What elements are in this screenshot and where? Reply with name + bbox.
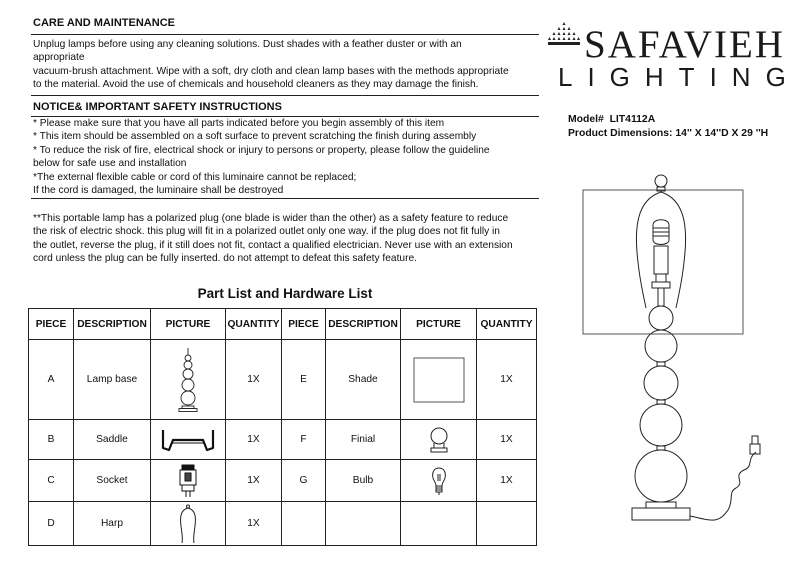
col-header: QUANTITY — [477, 309, 537, 340]
picture-cell — [401, 502, 477, 546]
table-row — [29, 502, 537, 546]
picture-cell — [151, 502, 226, 546]
piece-cell: D — [29, 502, 74, 546]
care-line: vacuum-brush attachment. Wipe with a soft, dry cloth and clean lamp bases with the methods appropriate — [33, 65, 509, 77]
saddle-icon — [159, 426, 217, 454]
qty-cell: 1X — [226, 420, 282, 460]
table-row — [29, 340, 537, 420]
desc-cell: Bulb — [326, 460, 401, 502]
picture-cell — [401, 420, 477, 460]
safety-title: NOTICE& IMPORTANT SAFETY INSTRUCTIONS — [33, 101, 282, 113]
plug-text — [33, 212, 513, 266]
col-header: PIECE — [29, 309, 74, 340]
picture-cell — [151, 420, 226, 460]
parts-header-row — [29, 309, 537, 340]
shade-icon — [411, 355, 467, 405]
lamp-sphere — [644, 366, 678, 400]
col-header: DESCRIPTION — [74, 309, 151, 340]
care-line: appropriate — [33, 52, 85, 64]
model-number: LIT4112A — [609, 114, 656, 125]
model-label: Model# — [568, 114, 604, 125]
safety-line: *The external flexible cable or cord of this luminaire cannot be replaced; — [33, 171, 357, 183]
picture-cell — [401, 460, 477, 502]
qty-cell: 1X — [226, 340, 282, 420]
lamp-socket — [654, 246, 668, 274]
picture-cell — [401, 340, 477, 420]
care-line: Unplug lamps before using any cleaning solutions. Dust shades with a feather duster or with an — [33, 39, 462, 50]
qty-cell: 1X — [226, 502, 282, 546]
desc-cell: Finial — [326, 420, 401, 460]
lamp-harp-right — [661, 192, 686, 308]
col-header: QUANTITY — [226, 309, 282, 340]
harp-icon — [175, 504, 201, 544]
col-header: PICTURE — [151, 309, 226, 340]
picture-cell — [151, 460, 226, 502]
safety-line: * Please make sure that you have all parts indicated before you begin assembly of this item — [33, 118, 445, 129]
lamp-sphere — [640, 404, 682, 446]
care-line: to the material. Avoid the use of chemicals and household cleaners as they may damage the finish. — [33, 79, 479, 91]
socket-icon — [177, 464, 199, 498]
dimensions-value: 14'' X 14''D X 29 ''H — [675, 128, 769, 139]
safety-line: * To reduce the risk of fire, electrical shock or injury to persons or property, please follow the guideline — [33, 144, 490, 156]
finial-icon — [427, 425, 451, 455]
plug-line: **This portable lamp has a polarized plug (one blade is wider than the other) as a safety feature to reduce — [33, 213, 509, 224]
picture-cell — [151, 340, 226, 420]
brand-subtitle: LIGHTING — [558, 62, 801, 92]
plug-line: the risk of electric shock. this plug will fit in a polarized outlet only one way. if the plug does not fit fully in — [33, 226, 500, 238]
care-title: CARE AND MAINTENANCE — [33, 17, 175, 29]
dimensions-label: Product Dimensions: — [568, 128, 673, 139]
plug-line: the outlet, reverse the plug, if it still does not fit, contact a qualified electrician. Never use with an extension — [33, 239, 513, 251]
desc-cell — [326, 502, 401, 546]
lamp-illustration — [560, 170, 800, 550]
table-row — [29, 460, 537, 502]
qty-cell: 1X — [477, 340, 537, 420]
piece-cell: B — [29, 420, 74, 460]
lamp-sphere — [645, 330, 677, 362]
col-header: PIECE — [282, 309, 326, 340]
safety-line: below for safe use and installation — [33, 158, 187, 170]
lamp-base-icon — [173, 347, 203, 413]
parts-title: Part List and Hardware List — [197, 286, 373, 301]
lamp-shade-outline — [583, 190, 743, 334]
piece-cell: G — [282, 460, 326, 502]
logo-mark-icon — [548, 22, 580, 54]
care-bottom-rule — [31, 95, 539, 96]
qty-cell: 1X — [477, 420, 537, 460]
brand-name: SAFAVIEH — [584, 23, 785, 66]
lamp-sphere — [649, 306, 673, 330]
lamp-harp-left — [636, 192, 661, 308]
lamp-sphere — [635, 450, 687, 502]
bulb-icon — [430, 466, 448, 496]
qty-cell: 1X — [477, 460, 537, 502]
safety-line: * This item should be assembled on a soft surface to prevent scratching the finish during assembly — [33, 131, 477, 143]
lamp-base-plate — [632, 508, 690, 520]
col-header: PICTURE — [401, 309, 477, 340]
col-header: DESCRIPTION — [326, 309, 401, 340]
model-line — [568, 114, 655, 125]
desc-cell: Harp — [74, 502, 151, 546]
safety-line: If the cord is damaged, the luminaire shall be destroyed — [33, 185, 284, 197]
lamp-finial — [655, 175, 667, 187]
piece-cell — [282, 502, 326, 546]
desc-cell: Lamp base — [74, 340, 151, 420]
piece-cell: C — [29, 460, 74, 502]
dimensions-line — [568, 128, 768, 139]
qty-cell — [477, 502, 537, 546]
desc-cell: Shade — [326, 340, 401, 420]
piece-cell: E — [282, 340, 326, 420]
table-row — [29, 420, 537, 460]
safety-bottom-rule — [31, 198, 539, 199]
care-title-rule — [31, 34, 539, 35]
desc-cell: Socket — [74, 460, 151, 502]
safety-text — [33, 117, 490, 197]
plug-line: cord unless the plug can be fully inserted. do not attempt to defeat this safety feature. — [33, 253, 417, 265]
qty-cell: 1X — [226, 460, 282, 502]
care-text — [33, 38, 509, 92]
parts-table — [28, 308, 537, 546]
lamp-cord — [690, 452, 756, 520]
piece-cell: F — [282, 420, 326, 460]
piece-cell: A — [29, 340, 74, 420]
desc-cell: Saddle — [74, 420, 151, 460]
